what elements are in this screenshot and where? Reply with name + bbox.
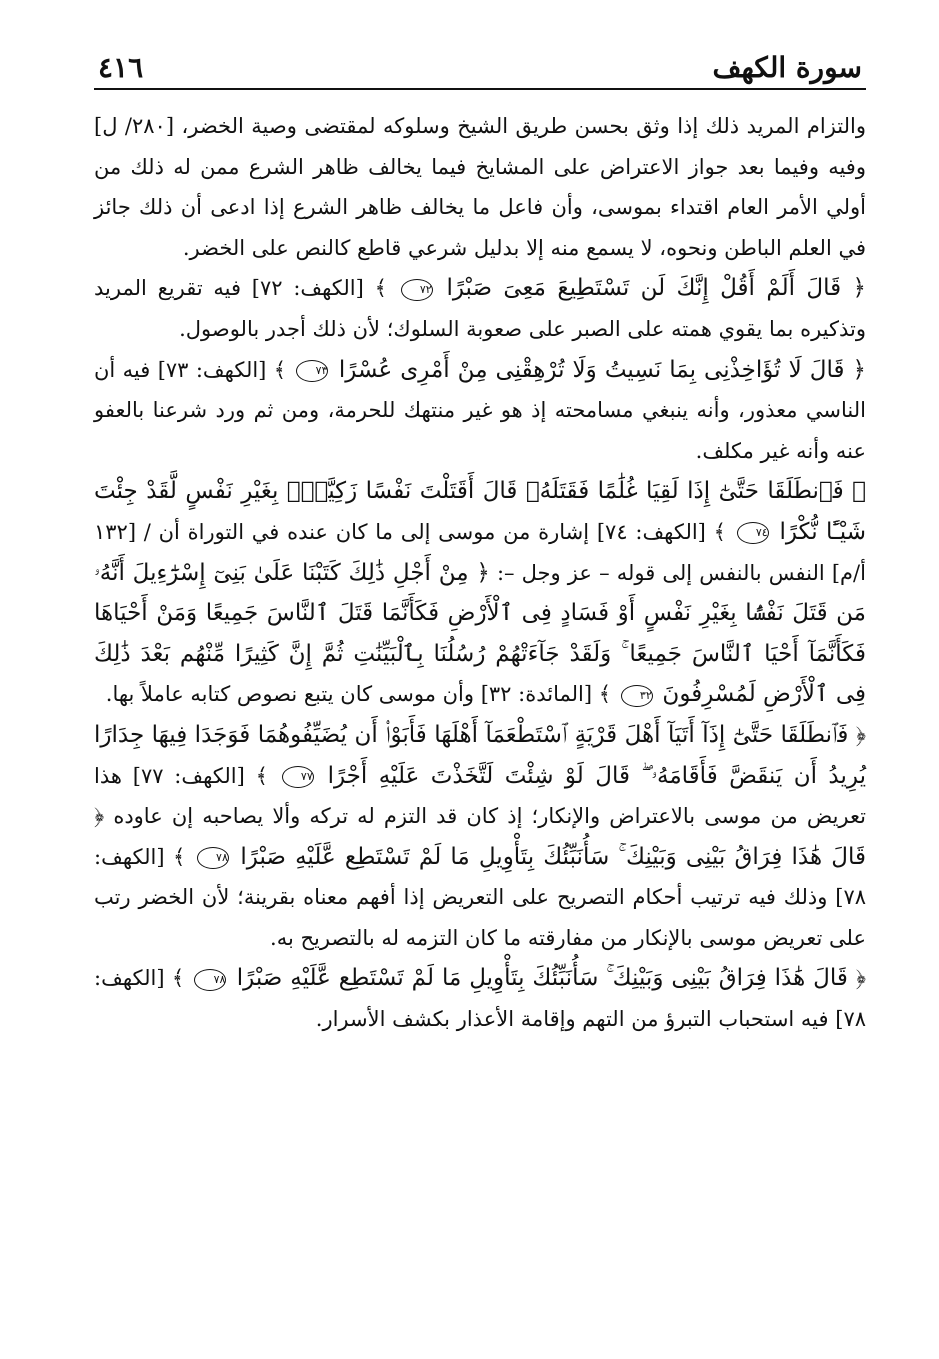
page-header — [94, 40, 866, 90]
quran-verse: ﴿ مِنْ أَجْلِ ذَٰلِكَ كَتَبْنَا عَلَىٰ بَنِىٓ إِسْرَٰٓءِيلَ أَنَّهُۥ مَن قَتَلَ نَفْسًۢا بِغَيْرِ نَفْسٍ أَوْ فَسَادٍ فِى ٱلْأَرْضِ فَكَأَنَّمَا قَتَلَ ٱلنَّاسَ جَمِيعًا وَمَنْ أَحْيَاهَا فَكَأَنَّمَآ أَحْيَا ٱلنَّاسَ جَمِيعًا ۚ وَلَقَدْ جَآءَتْهُمْ رُسُلُنَا بِٱلْبَيِّنَٰتِ ثُمَّ إِنَّ كَثِيرًا مِّنْهُم بَعْدَ ذَٰلِكَ فِى ٱلْأَرْضِ لَمُسْرِفُونَ — [94, 559, 866, 708]
ayah-number-mark: ٣٢ — [621, 685, 653, 707]
paragraph — [94, 958, 866, 1039]
quran-verse: ﴿ فَٱنطَلَقَا حَتَّىٰٓ إِذَآ أَتَيَآ أَهْلَ قَرْيَةٍ ٱسْتَطْعَمَآ أَهْلَهَا فَأَبَوْا۟ أَن يُضَيِّفُوهُمَا فَوَجَدَا فِيهَا جِدَارًا يُرِيدُ أَن يَنقَضَّ فَأَقَامَهُۥ ۖ قَالَ لَوْ شِئْتَ لَتَّخَذْتَ عَلَيْهِ أَجْرًا — [94, 721, 866, 789]
ayah-number-mark: ٧٨ — [197, 847, 229, 869]
commentary-text: ﴾ [الكهف: ٧٣] فيه أن الناسي معذور، وأنه ينبغي مسامحته إذ هو غير منتهك للحرمة، ومن ثم ورد شرعنا بالعفو عنه وأنه غير مكلف. — [94, 357, 866, 463]
page-number: ٤١٦ — [98, 51, 144, 84]
page-body — [94, 106, 866, 1040]
commentary-text: ﴾ [الكهف: ٧٨] وذلك فيه ترتيب أحكام التصريح على التعريض إذا أفهم معناه بقرينة؛ لأن الخضر رتب على تعريض موسى بالإنكار من مفارقته ما كان التزمه له بالتصريح به. — [94, 844, 866, 950]
commentary-text: ﴾ [المائدة: ٣٢] وأن موسى كان يتبع نصوص كتابه عاملاً بها. — [105, 682, 612, 707]
commentary-text: ﴾ [الكهف: ٧٤] إشارة من موسى إلى ما كان عنده في التوراة أن / [١٣٢ أ/م] النفس بالنفس إلى قوله – عز وجل –: — [94, 519, 866, 585]
ayah-number-mark: ٧٣ — [296, 360, 328, 382]
paragraph — [94, 715, 866, 959]
quran-verse: ﴿ قَالَ هَٰذَا فِرَاقُ بَيْنِى وَبَيْنِكَ ۚ سَأُنَبِّئُكَ بِتَأْوِيلِ مَا لَمْ تَسْتَطِع عَّلَيْهِ صَبْرًا — [236, 965, 866, 992]
ayah-number-mark: ٧٢ — [401, 279, 433, 301]
quran-verse: ﴿ قَالَ لَا تُؤَاخِذْنِى بِمَا نَسِيتُ وَلَا تُرْهِقْنِى مِنْ أَمْرِى عُسْرًا — [338, 356, 866, 383]
paragraph — [94, 350, 866, 472]
ayah-number-mark: ٧٨ — [194, 969, 226, 991]
page — [94, 40, 866, 1040]
ayah-number-mark: ٧٤ — [737, 522, 769, 544]
paragraph — [94, 268, 866, 349]
paragraph — [94, 106, 866, 268]
quran-verse: ﴿ قَالَ هَٰذَا فِرَاقُ بَيْنِى وَبَيْنِكَ ۚ سَأُنَبِّئُكَ بِتَأْوِيلِ مَا لَمْ تَسْتَطِع عَّلَيْهِ صَبْرًا — [94, 803, 866, 870]
commentary-text: ﴾ [الكهف: ٧٨] فيه استحباب التبرؤ من التهم وإقامة الأعذار بكشف الأسرار. — [94, 966, 866, 1032]
surah-title: سورة الكهف — [712, 51, 862, 84]
commentary-text: ﴾ [الكهف: ٧٧] هذا تعريض من موسى بالاعتراض والإنكار؛ إذ كان قد التزم له تركه وألا يصاحبه إن عاوده — [94, 763, 866, 829]
commentary-text: ﴾ [الكهف: ٧٢] فيه تقريع المريد وتذكيره بما يقوي همته على الصبر على صعوبة السلوك؛ لأن ذلك أجدر بالوصول. — [94, 276, 866, 341]
paragraph — [94, 471, 866, 715]
quran-verse: ﴿ قَالَ أَلَمْ أَقُلْ إِنَّكَ لَن تَسْتَطِيعَ مَعِىَ صَبْرًا — [446, 275, 866, 302]
commentary-text: والتزام المريد ذلك إذا وثق بحسن طريق الشيخ وسلوكه لمقتضى وصية الخضر، [٢٨٠/ ل] وفيه وفيما بعد جواز الاعتراض على المشايخ فيما يخالف ظاهر الشرع ممن له ذلك من أولي الأمر العام اقتداء بموسى، وأن فاعل ما يخالف ظاهر الشرع إذا ادعى أن ذلك جائز في العلم الباطن ونحوه، لا يسمع منه إلا بدليل شرعي قاطع كالنص على الخضر. — [94, 114, 866, 260]
ayah-number-mark: ٧٧ — [282, 766, 314, 788]
quran-verse: ﴿ فَٱنطَلَقَا حَتَّىٰٓ إِذَا لَقِيَا غُلَٰمًا فَقَتَلَهُۥ قَالَ أَقَتَلْتَ نَفْسًا زَكِيَّةًۢ بِغَيْرِ نَفْسٍ لَّقَدْ جِئْتَ شَيْـًٔا نُّكْرًا — [94, 478, 866, 545]
